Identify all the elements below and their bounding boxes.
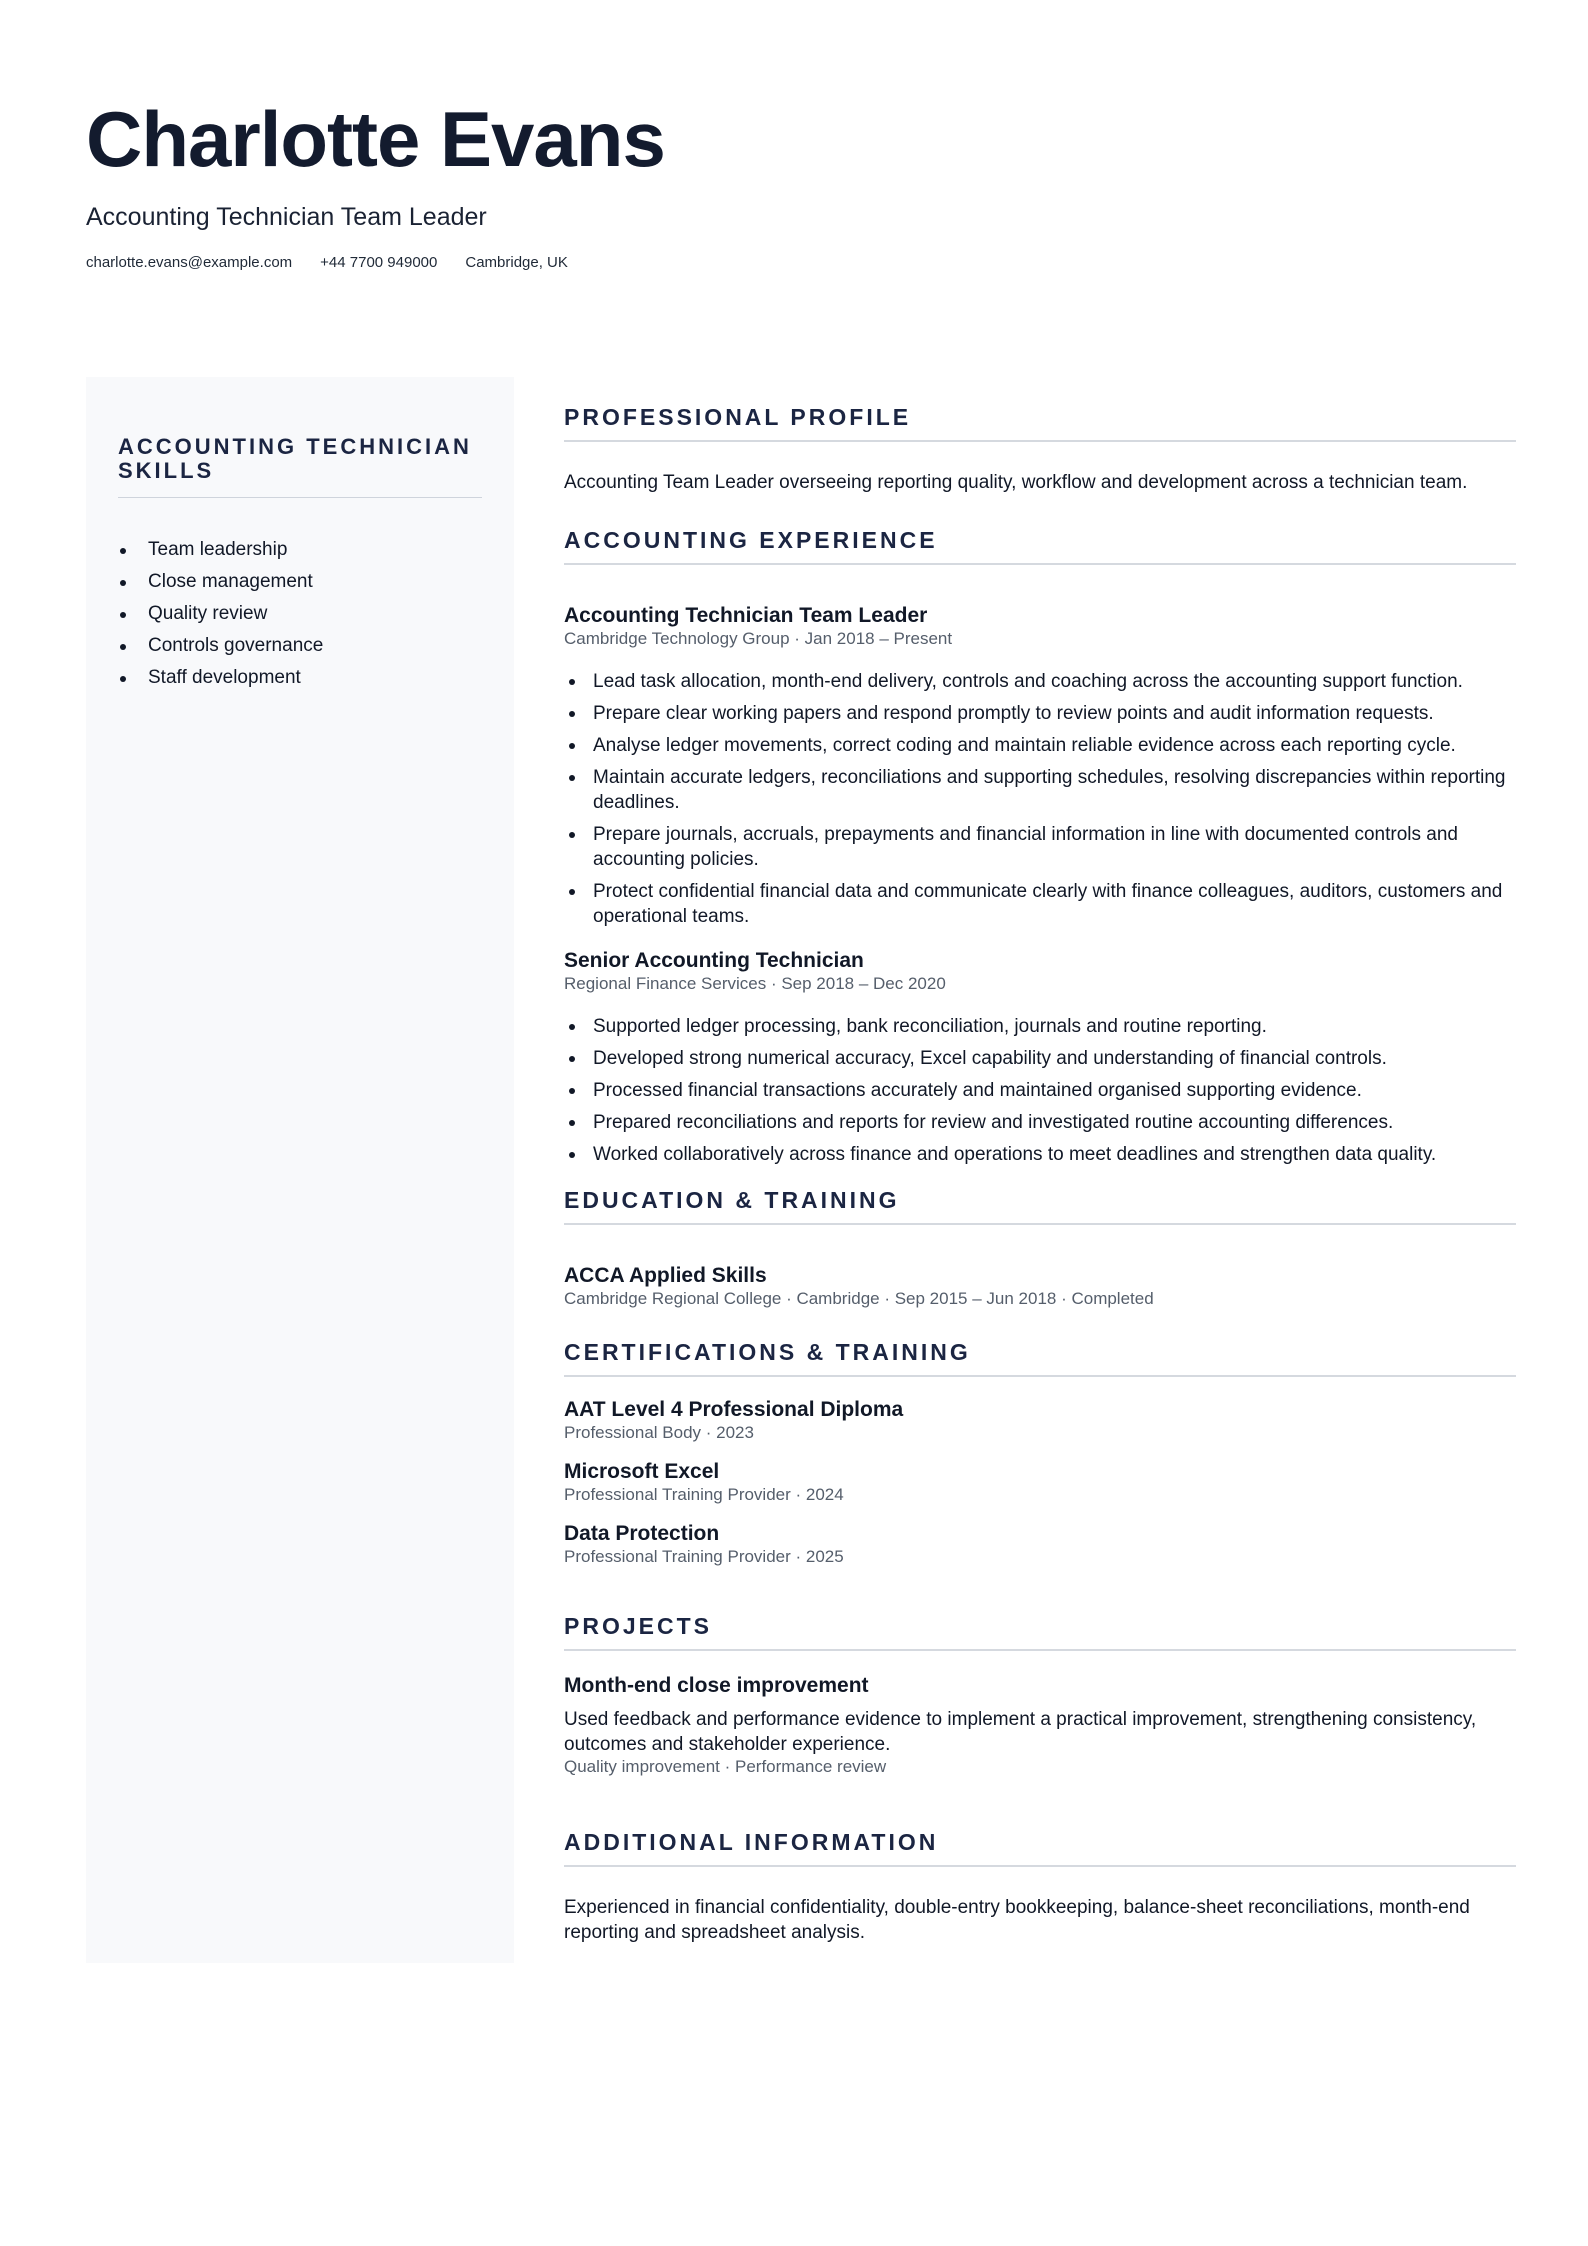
certification-title: Microsoft Excel (564, 1460, 720, 1483)
job-bullet: Supported ledger processing, bank reconciliation, journals and routine reporting. (564, 1014, 1516, 1039)
section-divider (564, 1375, 1516, 1377)
job-bullet: Analyse ledger movements, correct coding and maintain reliable evidence across each reporting cycle. (564, 733, 1516, 758)
skills-heading: ACCOUNTING TECHNICIAN SKILLS (118, 434, 472, 483)
certification-entry (564, 1521, 1516, 1567)
job-bullets (564, 669, 1516, 929)
education-section (564, 1183, 1516, 1309)
profile-text: Accounting Team Leader overseeing reporting quality, workflow and development across a technician team. (564, 472, 1468, 493)
projects-heading: PROJECTS (564, 1613, 712, 1639)
job-bullet: Developed strong numerical accuracy, Excel capability and understanding of financial controls. (564, 1046, 1516, 1071)
job-bullets (564, 1014, 1516, 1167)
skill-item: Quality review (118, 598, 482, 630)
additional-heading: ADDITIONAL INFORMATION (564, 1829, 939, 1855)
job-meta: Regional Finance Services · Sep 2018 – Dec 2020 (564, 974, 946, 993)
education-heading: EDUCATION & TRAINING (564, 1187, 900, 1213)
certification-meta: Professional Training Provider · 2024 (564, 1485, 844, 1504)
certification-entry (564, 1397, 1516, 1443)
job-bullet: Processed financial transactions accurately and maintained organised supporting evidence. (564, 1078, 1516, 1103)
contact-email[interactable]: charlotte.evans@example.com (86, 254, 293, 271)
skills-list (118, 534, 482, 694)
additional-section (564, 1825, 1516, 1945)
profile-section (564, 400, 1516, 495)
candidate-name: Charlotte Evans (86, 95, 665, 183)
job-bullet: Prepare clear working papers and respond promptly to review points and audit information requests. (564, 701, 1516, 726)
section-divider (564, 1865, 1516, 1867)
certification-entry (564, 1459, 1516, 1505)
job-bullet: Maintain accurate ledgers, reconciliations and supporting schedules, resolving discrepancies within reporting deadlines. (564, 765, 1516, 815)
job-bullet: Prepared reconciliations and reports for review and investigated routine accounting differences. (564, 1110, 1516, 1135)
skill-item: Staff development (118, 662, 482, 694)
project-title: Month-end close improvement (564, 1674, 869, 1697)
project-description: Used feedback and performance evidence to implement a practical improvement, strengthening consistency, outcomes and stakeholder experience. (564, 1709, 1477, 1755)
certifications-section (564, 1335, 1516, 1567)
contact-location: Cambridge, UK (465, 254, 568, 271)
project-entry (564, 1673, 1516, 1777)
additional-text: Experienced in financial confidentiality, double-entry bookkeeping, balance-sheet reconciliations, month-end reporting and spreadsheet analysis. (564, 1897, 1470, 1943)
section-divider (564, 1223, 1516, 1225)
contact-phone[interactable]: +44 7700 949000 (320, 254, 438, 271)
contact-line (86, 254, 665, 271)
section-divider (564, 1649, 1516, 1651)
job-meta: Cambridge Technology Group · Jan 2018 – Present (564, 629, 953, 648)
education-entry (564, 1263, 1516, 1309)
certification-meta: Professional Body · 2023 (564, 1423, 754, 1442)
section-divider (564, 440, 1516, 442)
job-bullet: Worked collaboratively across finance and operations to meet deadlines and strengthen data quality. (564, 1142, 1516, 1167)
certification-title: Data Protection (564, 1522, 720, 1545)
job-bullet: Protect confidential financial data and communicate clearly with finance colleagues, auditors, customers and operational teams. (564, 879, 1516, 929)
certification-title: AAT Level 4 Professional Diploma (564, 1398, 904, 1421)
experience-section (564, 523, 1516, 1167)
resume-header (86, 92, 665, 271)
skills-sidebar (86, 377, 514, 1963)
skill-item: Close management (118, 566, 482, 598)
skills-divider (118, 497, 482, 498)
job-title: Senior Accounting Technician (564, 949, 864, 972)
job-bullet: Lead task allocation, month-end delivery, controls and coaching across the accounting support function. (564, 669, 1516, 694)
certification-meta: Professional Training Provider · 2025 (564, 1547, 844, 1566)
certifications-heading: CERTIFICATIONS & TRAINING (564, 1339, 971, 1365)
job-bullet: Prepare journals, accruals, prepayments and financial information in line with documented controls and accounting policies. (564, 822, 1516, 872)
section-divider (564, 563, 1516, 565)
education-meta: Cambridge Regional College · Cambridge · Sep 2015 – Jun 2018 · Completed (564, 1289, 1154, 1308)
projects-section (564, 1609, 1516, 1777)
experience-heading: ACCOUNTING EXPERIENCE (564, 527, 938, 553)
skill-item: Controls governance (118, 630, 482, 662)
job-title: Accounting Technician Team Leader (564, 604, 928, 627)
job-entry (564, 603, 1516, 929)
profile-heading: PROFESSIONAL PROFILE (564, 404, 912, 430)
project-meta: Quality improvement · Performance review (564, 1757, 887, 1776)
candidate-role: Accounting Technician Team Leader (86, 203, 487, 231)
main-column (564, 400, 1516, 1945)
job-entry (564, 948, 1516, 1167)
education-title: ACCA Applied Skills (564, 1264, 767, 1287)
skill-item: Team leadership (118, 534, 482, 566)
